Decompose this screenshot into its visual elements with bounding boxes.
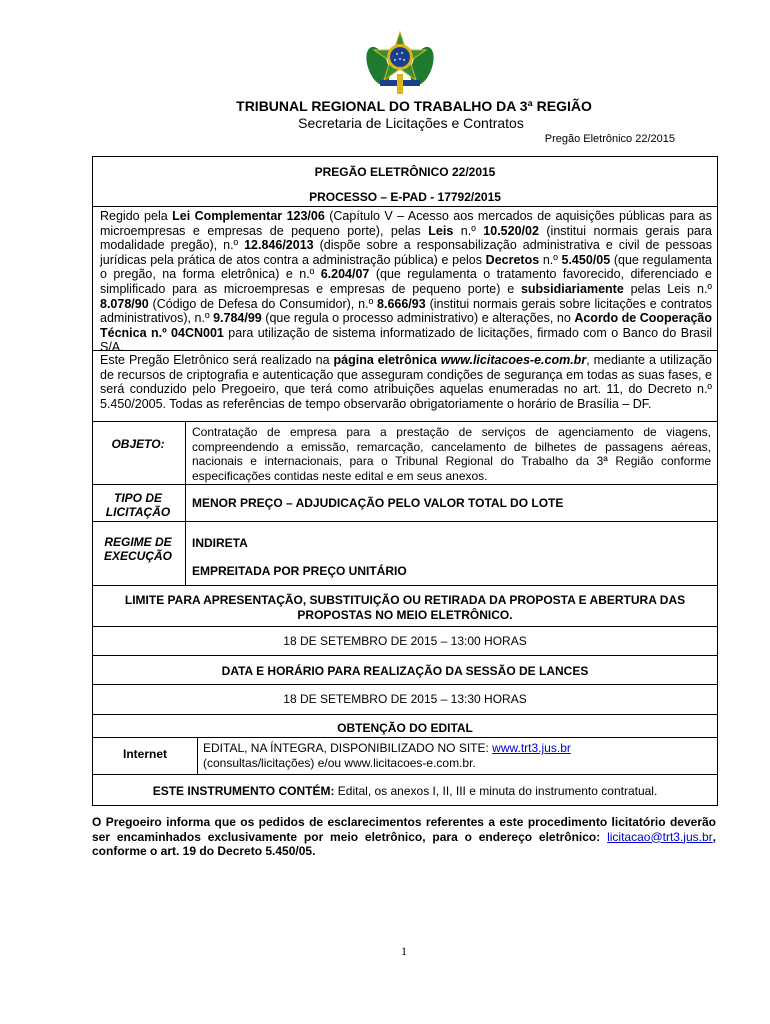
trt3-site-link[interactable]: www.trt3.jus.br: [492, 741, 571, 755]
header-subtitle: Secretaria de Licitações e Contratos: [298, 115, 524, 131]
email-link[interactable]: licitacao@trt3.jus.br: [607, 829, 713, 844]
internet-row: [92, 737, 718, 775]
tipo-label: TIPO DE LICITAÇÃO: [105, 491, 171, 519]
objeto-row: [92, 421, 718, 485]
processo-heading: PROCESSO – E-PAD - 17792/2015: [309, 190, 501, 204]
limite-heading: LIMITE PARA APRESENTAÇÃO, SUBSTITUIÇÃO OU RETIRADA DA PROPOSTA E ABERTURA DAS PROPOSTAS NO MEIO ELETRÔNICO.: [92, 585, 718, 627]
objeto-text: Contratação de empresa para a prestação de serviços de agenciamento de viagens, compreendendo a emissão, remarcação, cancelamento de bilhetes de passagens aéreas, nacionais e internacionais, para o Tribunal Regional do Trabalho da 3ª Região conforme especificações contidas neste edital e em seus anexos.: [192, 425, 711, 483]
legal-basis-paragraph: Regido pela Lei Complementar 123/06 (Capítulo V – Acesso aos mercados de aquisições públicas para as microempresas e empresas de pequeno porte), pelas Leis n.º 10.520/02 (institui normais gerais para modalidade pregão), n.º 12.846/2013 (dispõe sobre a responsabilização administrativa e civil de pessoas jurídicas pela prática de atos contra a administração pública) e pelos Decretos n.º 5.450/05 (que regulamenta o pregão, na forma eletrônica) e n.º 6.204/07 (que regulamenta o tratamento favorecido, diferenciado e simplificado para as microempresas e empresas de pequeno porte) e subsidiariamente pelas Leis n.º 8.078/90 (Código de Defesa do Consumidor), n.º 8.666/93 (institui normais gerais sobre licitações e contratos administrativos), n.º 9.784/99 (que regula o processo administrativo) e alterações, no Acordo de Cooperação Técnica n.º 04CN001 para utilização de sistema informatizado de licitações, firmado com o Banco do Brasil S/A.: [92, 207, 718, 351]
heading-box: [92, 156, 718, 207]
brasao-emblem: [364, 30, 436, 98]
limite-date: 18 DE SETEMBRO DE 2015 – 13:00 HORAS: [92, 626, 718, 656]
obtencao-heading: OBTENÇÃO DO EDITAL: [92, 714, 718, 738]
internet-text: EDITAL, NA ÍNTEGRA, DISPONIBILIZADO NO SITE: www.trt3.jus.br (consultas/licitações) e/ou www.licitacoes-e.com.br.: [203, 741, 571, 770]
licitacoes-url: www.licitacoes-e.com.br: [440, 353, 587, 367]
page-number: 1: [401, 944, 407, 958]
esclarecimentos-notice: O Pregoeiro informa que os pedidos de esclarecimentos referentes a este procedimento licitatório deverão ser encaminhados exclusivamente por meio eletrônico, para o endereço eletrônico: licitacao@trt3.jus.br, conforme o art. 19 do Decreto 5.450/05.: [92, 815, 716, 858]
pregao-heading: PREGÃO ELETRÔNICO 22/2015: [314, 165, 496, 179]
regime-label: REGIME DE EXECUÇÃO: [103, 535, 172, 563]
tipo-value: MENOR PREÇO – ADJUDICAÇÃO PELO VALOR TOTAL DO LOTE: [192, 496, 564, 510]
regime-value-2: EMPREITADA POR PREÇO UNITÁRIO: [192, 564, 407, 578]
regime-value-1: INDIRETA: [192, 536, 248, 550]
electronic-paragraph: Este Pregão Eletrônico será realizado na página eletrônica www.licitacoes-e.com.br, mediante a utilização de recursos de criptografia e autenticação que asseguram condições de segurança em todas as suas fases, e será conduzido pelo Pregoeiro, que terá como atribuições aquelas enumeradas no art. 11, do Decreto n.º 5.450/2005. Todas as referências de tempo observarão obrigatoriamente o horário de Brasília – DF.: [92, 350, 718, 422]
instrumento-row: ESTE INSTRUMENTO CONTÉM: Edital, os anexos I, II, III e minuta do instrumento contratual.: [92, 774, 718, 806]
header-title: TRIBUNAL REGIONAL DO TRABALHO DA 3ª REGIÃO: [236, 98, 592, 114]
header-reference: Pregão Eletrônico 22/2015: [544, 133, 675, 145]
tipo-row: [92, 484, 718, 522]
regime-row: [92, 521, 718, 586]
sessao-heading: DATA E HORÁRIO PARA REALIZAÇÃO DA SESSÃO DE LANCES: [92, 655, 718, 685]
sessao-date: 18 DE SETEMBRO DE 2015 – 13:30 HORAS: [92, 684, 718, 715]
objeto-label: OBJETO:: [111, 437, 165, 451]
internet-label: Internet: [122, 747, 167, 761]
